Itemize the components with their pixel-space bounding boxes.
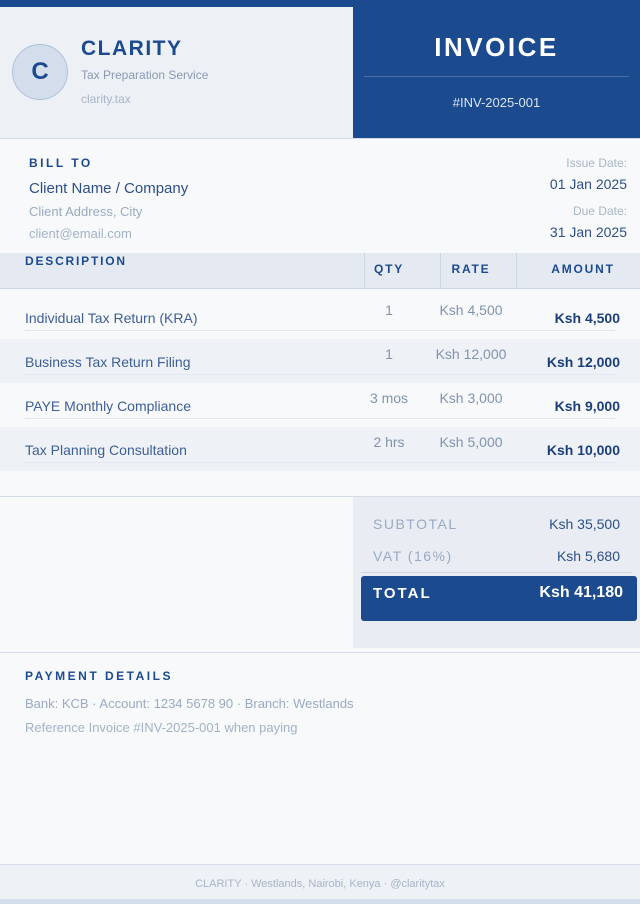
column-divider	[516, 253, 517, 289]
invoice-title: INVOICE	[434, 32, 559, 62]
row-rate: Ksh 5,000	[439, 434, 503, 450]
column-header-qty: QTY	[373, 262, 405, 276]
row-qty: 3 mos	[369, 390, 409, 406]
table-row	[0, 427, 640, 471]
issue-date-value: 01 Jan 2025	[549, 176, 627, 192]
row-amount: Ksh 9,000	[554, 398, 620, 414]
vat-label: VAT (16%)	[373, 548, 453, 564]
row-amount: Ksh 4,500	[554, 310, 620, 326]
row-rate: Ksh 4,500	[439, 302, 503, 318]
subtotal-value: Ksh 35,500	[549, 516, 620, 532]
total-box	[361, 576, 637, 621]
payment-details-label: PAYMENT DETAILS	[25, 669, 173, 683]
payment-reference-line: Reference Invoice #INV-2025-001 when paying	[25, 720, 298, 735]
invoice-header-panel	[353, 0, 640, 138]
payment-bank-line: Bank: KCB · Account: 1234 5678 90 · Branch: Westlands	[25, 696, 354, 711]
table-row	[0, 383, 640, 427]
client-email: client@email.com	[29, 226, 132, 241]
row-description: Individual Tax Return (KRA)	[25, 310, 198, 326]
company-panel	[0, 7, 353, 138]
column-divider	[440, 253, 441, 289]
row-rate: Ksh 12,000	[435, 346, 507, 362]
column-header-rate: RATE	[451, 262, 491, 276]
column-divider	[364, 253, 365, 289]
row-description: Tax Planning Consultation	[25, 442, 187, 458]
row-amount: Ksh 10,000	[546, 442, 620, 458]
bill-to-label: BILL TO	[29, 156, 93, 170]
row-divider	[25, 418, 615, 419]
row-description: PAYE Monthly Compliance	[25, 398, 191, 414]
due-date-value: 31 Jan 2025	[549, 224, 627, 240]
total-value: Ksh 41,180	[539, 584, 623, 601]
page-footer	[0, 864, 640, 900]
row-divider	[25, 374, 615, 375]
section-divider	[0, 652, 640, 653]
row-qty: 1	[385, 302, 393, 318]
invoice-header-divider	[364, 76, 629, 77]
company-website: clarity.tax	[81, 92, 131, 106]
row-description: Business Tax Return Filing	[25, 354, 191, 370]
table-row	[0, 295, 640, 339]
totals-summary	[353, 497, 640, 648]
company-tagline: Tax Preparation Service	[81, 68, 209, 82]
subtotal-label: SUBTOTAL	[373, 516, 458, 532]
company-name: CLARITY	[81, 37, 183, 60]
total-label: TOTAL	[373, 585, 432, 602]
column-header-amount: AMOUNT	[551, 262, 615, 276]
vat-value: Ksh 5,680	[556, 548, 620, 564]
section-divider	[0, 138, 640, 139]
table-row	[0, 339, 640, 383]
summary-divider	[361, 572, 632, 573]
row-qty: 2 hrs	[373, 434, 405, 450]
column-header-description: DESCRIPTION	[25, 254, 127, 268]
client-address: Client Address, City	[29, 204, 143, 219]
row-divider	[25, 462, 615, 463]
row-amount: Ksh 12,000	[546, 354, 620, 370]
bottom-accent-bar	[0, 899, 640, 904]
row-rate: Ksh 3,000	[439, 390, 503, 406]
table-header	[0, 253, 640, 289]
company-logo: C	[12, 44, 68, 100]
issue-date-label: Issue Date:	[566, 156, 627, 170]
footer-text: CLARITY · Westlands, Nairobi, Kenya · @claritytax	[195, 878, 445, 890]
invoice-number: #INV-2025-001	[452, 95, 541, 110]
client-name: Client Name / Company	[29, 180, 189, 197]
row-qty: 1	[385, 346, 393, 362]
due-date-label: Due Date:	[572, 204, 627, 218]
row-divider	[25, 330, 615, 331]
